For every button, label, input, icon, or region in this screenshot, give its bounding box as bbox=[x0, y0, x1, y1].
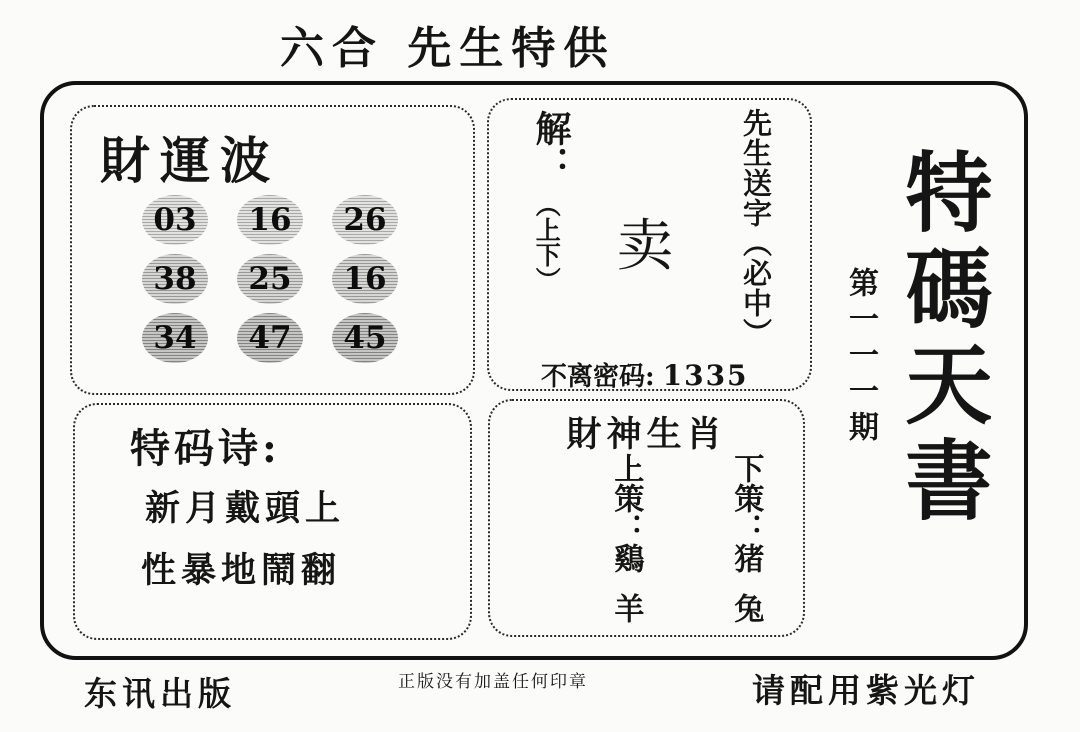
masthead-title: 特碼天書 bbox=[890, 147, 994, 531]
zodiac-animal: 羊 bbox=[608, 593, 644, 623]
fortune-number-oval bbox=[142, 195, 208, 245]
zodiac-panel bbox=[488, 399, 805, 637]
zodiac-lower-label: 下策： bbox=[728, 453, 764, 543]
main-frame bbox=[40, 81, 1028, 660]
fortune-number: 38 bbox=[153, 261, 197, 297]
page-title: 六合 先生特供 bbox=[280, 23, 616, 74]
hint-jie-label: 解： bbox=[530, 110, 572, 182]
fortune-number: 25 bbox=[248, 261, 292, 297]
zodiac-animal: 猪 bbox=[728, 543, 764, 573]
password-line bbox=[541, 356, 749, 393]
fortune-number-oval bbox=[237, 195, 303, 245]
authenticity-note: 正版没有加盖任何印章 bbox=[398, 672, 588, 692]
poem-panel bbox=[73, 403, 472, 640]
zodiac-upper-label: 上策： bbox=[608, 453, 644, 543]
fortune-number-oval bbox=[237, 254, 303, 304]
poem-title: 特码诗: bbox=[130, 425, 281, 472]
zodiac-lower-column bbox=[728, 453, 763, 623]
poem-line-1: 新月戴頭上 bbox=[145, 488, 346, 529]
publisher-text: 东讯出版 bbox=[84, 674, 236, 713]
issue-number: 第一一一期 bbox=[843, 267, 878, 447]
fortune-wave-panel bbox=[70, 105, 475, 395]
fortune-number-oval bbox=[142, 313, 208, 363]
fortune-number-oval bbox=[332, 254, 398, 304]
fortune-wave-title: 財運波 bbox=[100, 131, 280, 190]
zodiac-upper-column bbox=[608, 453, 643, 623]
poem-line-2: 性暴地鬧翻 bbox=[141, 550, 342, 591]
fortune-number: 34 bbox=[153, 320, 197, 356]
fortune-number: 26 bbox=[343, 202, 387, 238]
hint-panel bbox=[487, 98, 812, 391]
zodiac-title: 財神生肖 bbox=[566, 414, 727, 455]
hint-main-character: 卖 bbox=[617, 214, 673, 279]
hint-vertical-slogan: 先生送字（必中） bbox=[739, 108, 773, 348]
fortune-number-oval bbox=[332, 195, 398, 245]
fortune-number: 45 bbox=[343, 320, 387, 356]
password-value: 1335 bbox=[662, 359, 749, 392]
zodiac-animal: 兔 bbox=[728, 593, 764, 623]
hint-bracket-text: （上下） bbox=[532, 192, 562, 292]
password-label: 不离密码: bbox=[541, 362, 655, 392]
zodiac-animal: 鷄 bbox=[608, 543, 644, 573]
fortune-number: 16 bbox=[343, 261, 387, 297]
fortune-number: 47 bbox=[248, 320, 292, 356]
fortune-number-oval bbox=[332, 313, 398, 363]
fortune-number: 03 bbox=[153, 202, 197, 238]
fortune-number-grid bbox=[142, 195, 398, 363]
uv-lamp-note: 请配用紫光灯 bbox=[752, 671, 980, 710]
fortune-number-oval bbox=[142, 254, 208, 304]
fortune-number-oval bbox=[237, 313, 303, 363]
fortune-number: 16 bbox=[248, 202, 292, 238]
